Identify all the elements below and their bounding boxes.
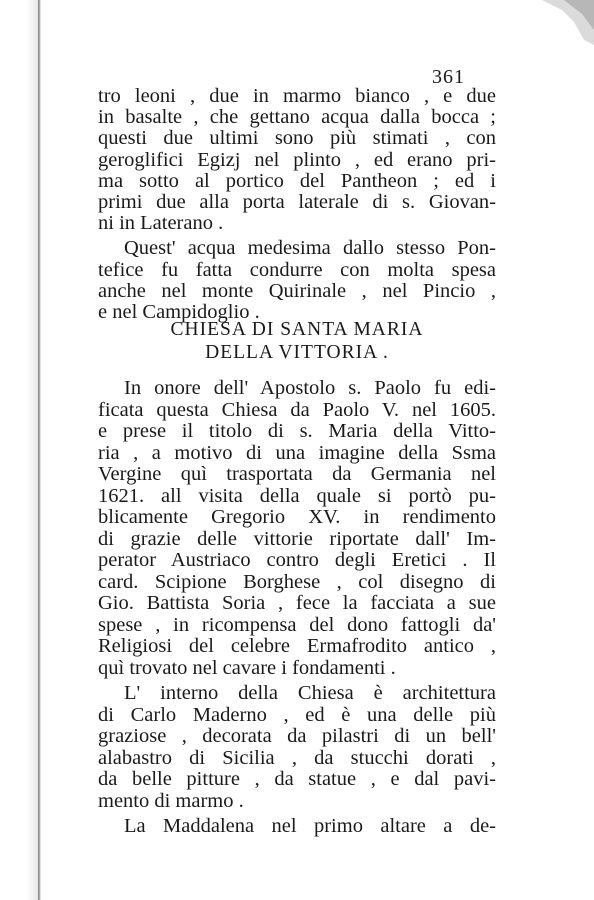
text-line: in basalte , che gettano acqua dalla bocca ; [98,106,496,129]
text-line: anche nel monte Quirinale , nel Pincio , [98,279,496,302]
text-line: spese , in ricompensa del dono fattogli da' [98,613,496,636]
paragraph-fountain-lions [98,86,496,234]
text-line: Religiosi del celebre Ermafrodito antico , [98,635,496,657]
page-number: 361 [432,66,465,88]
text-line: quì trovato nel cavare i fondamenti . [98,656,396,679]
text-line: ni in Laterano . [98,212,224,235]
text-line: La Maddalena nel primo altare a de- [124,815,496,837]
text-line: primi due alla porta laterale di s. Giovan- [98,190,496,213]
text-line: card. Scipione Borghese , col disegno di [98,570,496,593]
scan-corner-shadow [534,0,594,45]
text-line: Gio. Battista Soria , fece la facciata a sue [98,592,496,614]
paragraph-church-history [98,378,496,679]
heading-line: DELLA VITTORIA . [205,342,389,363]
text-line: In onore dell' Apostolo s. Paolo fu edi- [124,377,496,399]
text-line: geroglifici Egizj nel plinto , ed erano pri- [98,148,496,171]
section-heading [98,318,496,364]
text-block-bottom [98,378,496,838]
text-line: mento di marmo . [98,789,244,812]
heading-line: CHIESA DI SANTA MARIA [170,319,424,340]
text-line: da belle pitture , da statue , e dal pavi- [98,768,496,790]
text-line: e prese il titolo di s. Maria della Vitto- [98,420,496,442]
text-line: L' interno della Chiesa è architettura [124,682,496,704]
text-line: Vergine quì trasportata da Germania nel [98,463,496,485]
text-line: tefice fu fatta condurre con molta spesa [98,258,496,281]
text-line: questi due ultimi sono più stimati , con [98,127,496,150]
text-block-top [98,86,496,323]
text-line: di grazie delle vittorie riportate dall' Im- [98,527,496,550]
text-line: perator Austriaco contro degli Eretici . Il [98,549,496,571]
text-line: 1621. all visita della quale si portò pu- [98,484,496,507]
paragraph-maddalena [98,816,496,838]
text-line: graziose , decorata da pilastri di un bell' [98,725,496,747]
text-line: ficata questa Chiesa da Paolo V. nel 1605. [98,398,496,421]
text-line: Quest' acqua medesima dallo stesso Pon- [124,237,496,260]
text-line: e nel Campidoglio . [98,300,260,323]
paragraph-water [98,238,496,323]
text-line: blicamente Gregorio XV. in rendimento [98,506,496,528]
text-line: alabastro di Sicilia , da stucchi dorati , [98,746,496,769]
page-left-edge [38,0,41,900]
text-line: tro leoni , due in marmo bianco , e due [98,85,496,107]
page-gutter-shadow [0,0,38,900]
paragraph-church-interior [98,683,496,812]
text-line: di Carlo Maderno , ed è una delle più [98,703,496,726]
text-line: ma sotto al portico del Pantheon ; ed i [98,169,496,192]
text-line: ria , a motivo di una imagine della Ssma [98,441,496,464]
